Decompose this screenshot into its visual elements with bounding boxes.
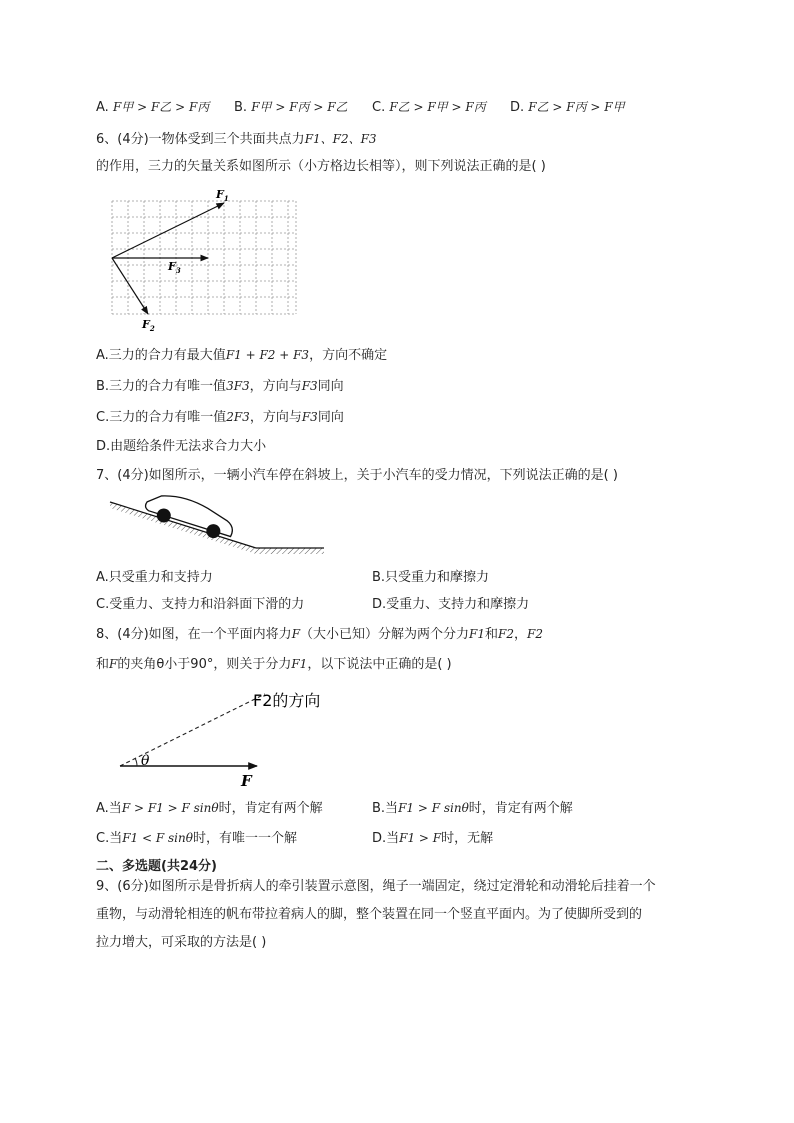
q7-option-a[interactable]: A.只受重力和支持力 (96, 570, 213, 585)
q7-option-b[interactable]: B.只受重力和摩擦力 (372, 570, 490, 585)
f2-label: $F_2$ (142, 318, 155, 333)
q7-car-on-slope-figure (108, 496, 328, 560)
f2-arrow (112, 258, 148, 314)
q9-line3: 拉力增大，可采取的方法是( ) (96, 935, 267, 950)
q8-force-decomposition-figure (115, 686, 355, 792)
q7-option-c[interactable]: C.受重力、支持力和沿斜面下滑的力 (96, 597, 305, 612)
section-title: 二、多选题(共24分) (96, 859, 217, 874)
q8-option-d[interactable]: D.当F1 > F时，无解 (372, 831, 494, 846)
q8-line2: 和F的夹角θ小于90°，则关于分力F1，以下说法中正确的是( ) (96, 657, 452, 672)
option-b-math: F甲 > F丙 > F乙 (251, 100, 348, 114)
q8-option-c[interactable]: C.当F1 < F sinθ时，有唯一一个解 (96, 831, 297, 846)
q7-line1: 7、(4分)如图所示，一辆小汽车停在斜坡上，关于小汽车的受力情况，下列说法正确的是( ) (96, 468, 618, 483)
q6-option-d[interactable]: D.由题给条件无法求合力大小 (96, 439, 267, 454)
f2-direction-label: F2的方向 (253, 691, 321, 710)
f-label: F (241, 772, 252, 790)
q9-line1: 9、(6分)如图所示是骨折病人的牵引装置示意图，绳子一端固定，绕过定滑轮和动滑轮后挂着一个 (96, 879, 656, 894)
q6-option-a[interactable]: A.三力的合力有最大值F1 + F2 + F3，方向不确定 (96, 348, 388, 363)
q6-option-b[interactable]: B.三力的合力有唯一值3F3，方向与F3同向 (96, 379, 344, 394)
f3-label: $F_3$ (168, 260, 181, 275)
f1-arrow (112, 203, 224, 258)
q7-option-d[interactable]: D.受重力、支持力和摩擦力 (372, 597, 530, 612)
option-a[interactable]: A. F甲 > F乙 > F丙 (96, 100, 210, 115)
option-d[interactable]: D. F乙 > F丙 > F甲 (510, 100, 625, 115)
q6-line1: 6、(4分)一物体受到三个共面共点力F1、F2、F3 (96, 132, 377, 147)
option-c[interactable]: C. F乙 > F甲 > F丙 (372, 100, 486, 115)
q6-line2: 的作用，三力的矢量关系如图所示（小方格边长相等），则下列说法正确的是( ) (96, 159, 546, 174)
car-icon (142, 488, 238, 544)
q9-line2: 重物，与动滑轮相连的帆布带拉着病人的脚，整个装置在同一个竖直平面内。为了使脚所受到的 (96, 907, 643, 922)
q6-force-grid-figure (100, 186, 310, 336)
theta-label: θ (141, 753, 150, 769)
q8-option-b[interactable]: B.当F1 > F sinθ时，肯定有两个解 (372, 801, 573, 816)
q8-option-a[interactable]: A.当F > F1 > F sinθ时，肯定有两个解 (96, 801, 323, 816)
option-b[interactable]: B. F甲 > F丙 > F乙 (234, 100, 348, 115)
f1-label: $F_1$ (216, 188, 229, 203)
q8-line1: 8、(4分)如图，在一个平面内将力F（大小已知）分解为两个分力F1和F2，F2 (96, 627, 543, 642)
option-d-math: F乙 > F丙 > F甲 (528, 100, 625, 114)
option-c-math: F乙 > F甲 > F丙 (389, 100, 486, 114)
option-a-math: F甲 > F乙 > F丙 (112, 100, 210, 114)
q6-option-c[interactable]: C.三力的合力有唯一值2F3，方向与F3同向 (96, 410, 344, 425)
